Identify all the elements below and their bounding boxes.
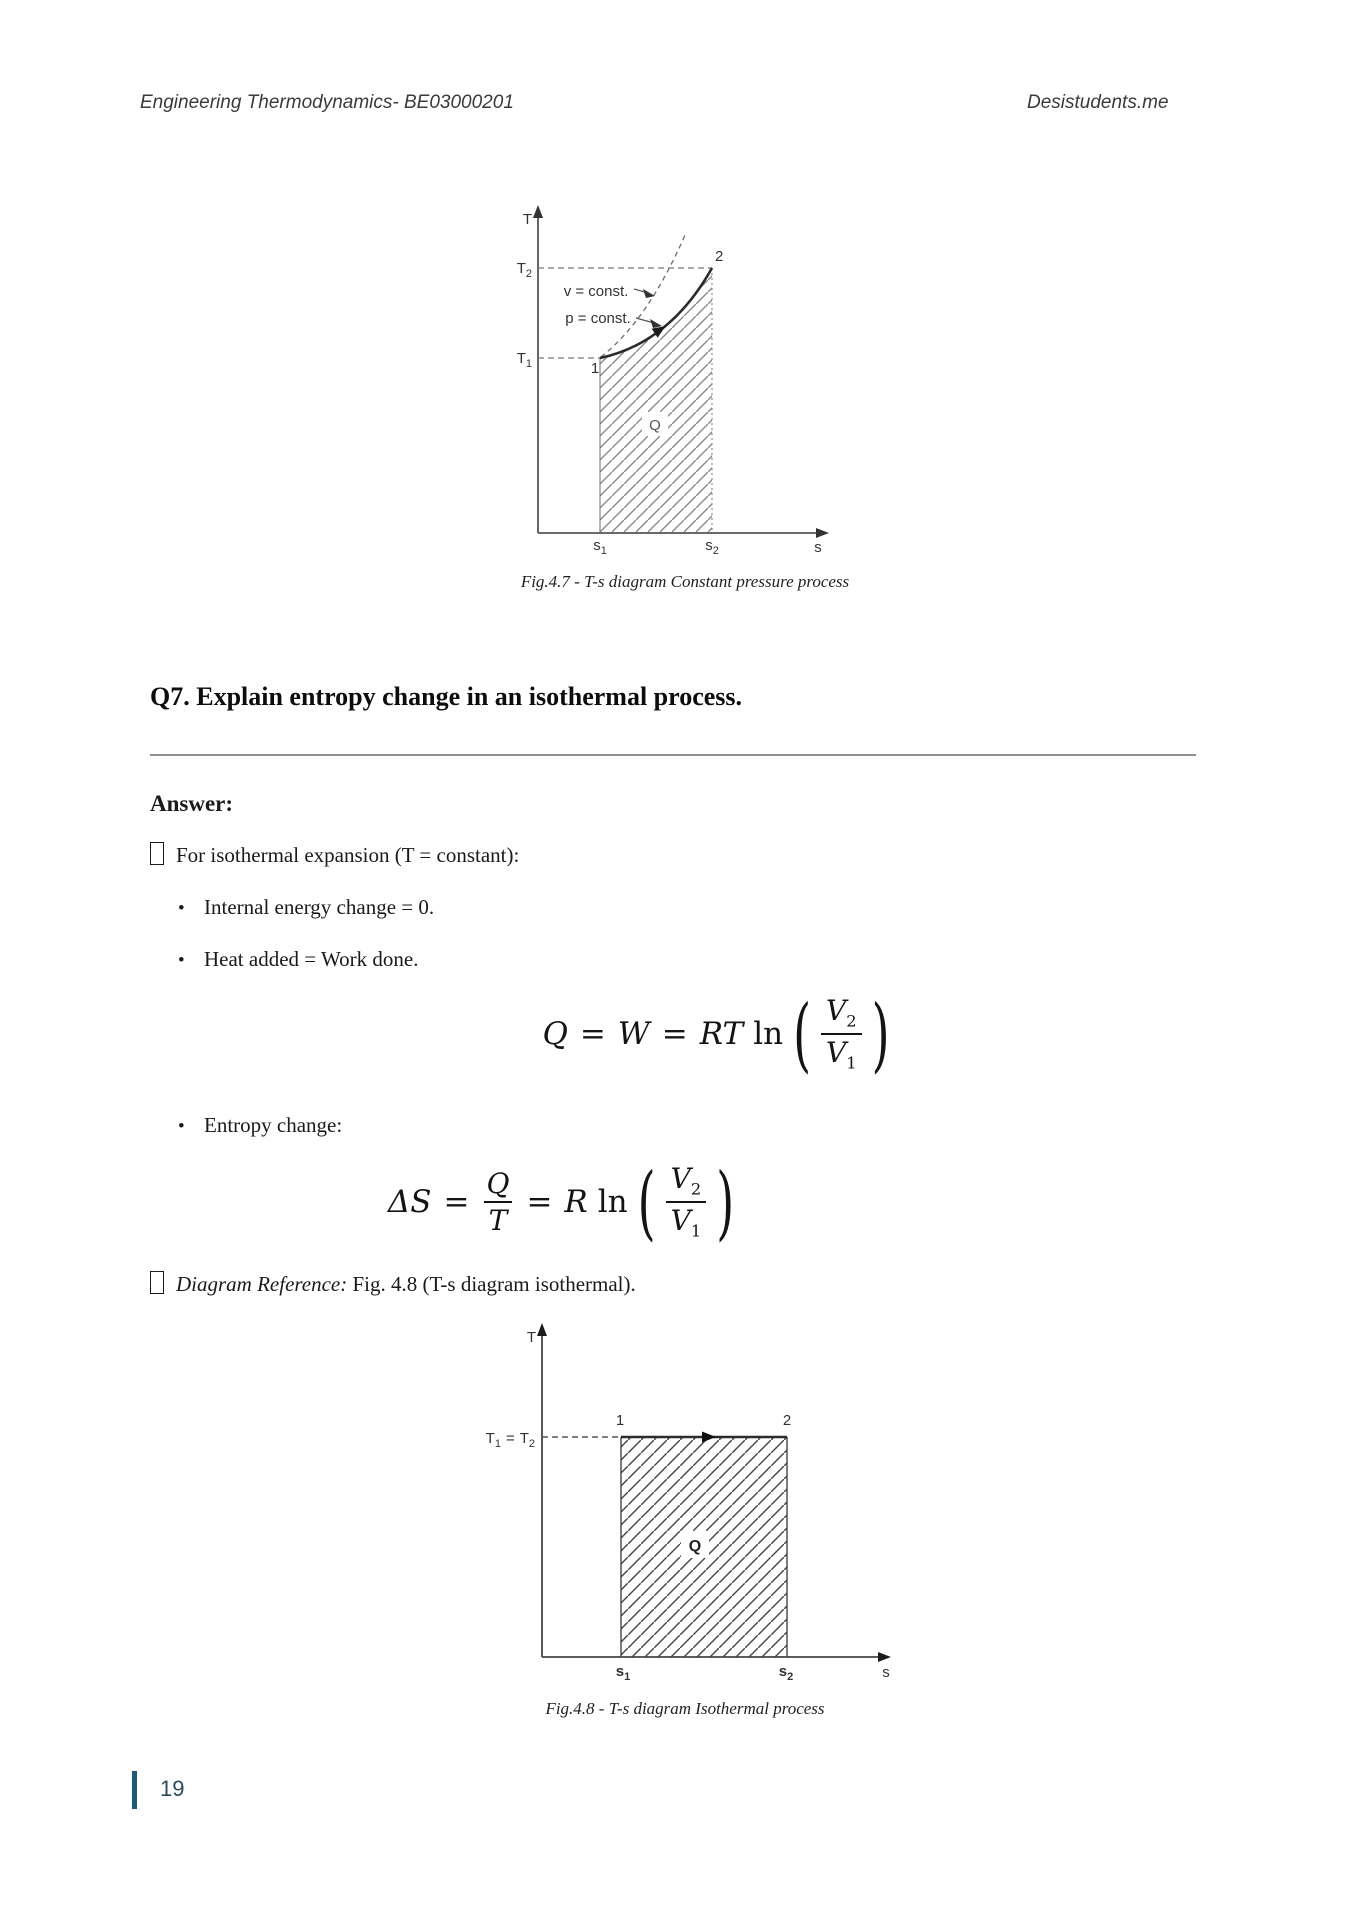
- state-point-1-label: 1: [590, 360, 600, 377]
- state-point-2-label: 2: [715, 248, 724, 265]
- s1-label: $s_1$: [615, 1663, 631, 1683]
- volume-ratio-fraction: $\frac{V_2}{V_1}$: [666, 1164, 707, 1239]
- state-point-1-label: 1: [615, 1412, 625, 1429]
- s-axis-arrow-icon: [878, 1652, 891, 1662]
- t1-label: $T_1$: [516, 350, 532, 370]
- header-course-title: Engineering Thermodynamics- BE03000201: [140, 92, 514, 113]
- bullet-text: Internal energy change = 0.: [204, 895, 435, 919]
- bullet-item: [178, 947, 418, 972]
- t-axis-label: T: [526, 1329, 536, 1346]
- entropy-change-formula: [265, 1154, 855, 1250]
- q-over-t-fraction: $\frac{Q}{T}$: [481, 1169, 514, 1236]
- t2-label: $T_2$: [516, 260, 532, 280]
- p-const-label: p = const.: [565, 310, 631, 327]
- t-axis-label: T: [522, 211, 532, 228]
- state-point-2-label: 2: [782, 1412, 792, 1429]
- t-axis-arrow-icon: [537, 1323, 547, 1336]
- v-const-pointer-arrow-icon: [643, 289, 655, 298]
- missing-glyph-icon: [150, 842, 164, 865]
- open-paren: (: [637, 1154, 656, 1250]
- header-site-name: Desistudents.me: [1027, 92, 1169, 113]
- formula-operator: =: [661, 1016, 688, 1052]
- fig-4-7-ts-diagram: [420, 160, 900, 560]
- page-number: 19: [160, 1776, 185, 1801]
- formula-term: W: [617, 1016, 650, 1052]
- s-axis-arrow-icon: [816, 528, 829, 538]
- bullet-item: [178, 895, 434, 920]
- s2-label: $s_2$: [778, 1663, 794, 1683]
- formula-term: Q: [542, 1016, 568, 1052]
- diagram-reference-label: Diagram Reference:: [176, 1272, 348, 1296]
- heat-area-hatch: [600, 268, 712, 533]
- t-axis-arrow-icon: [533, 205, 543, 218]
- work-heat-formula: [420, 986, 1010, 1082]
- answer-label: Answer:: [150, 791, 234, 816]
- heat-label: Q: [649, 417, 661, 434]
- open-paren: (: [793, 986, 812, 1082]
- s1-label: $s_1$: [593, 537, 607, 557]
- intro-line: [150, 842, 519, 868]
- formula-function: ln: [597, 1184, 628, 1220]
- p-const-pointer-arrow-icon: [650, 319, 662, 328]
- bullet-dot-icon: •: [178, 950, 185, 971]
- diagram-reference-text: Fig. 4.8 (T-s diagram isothermal).: [347, 1272, 636, 1296]
- s-axis-label: s: [814, 539, 822, 556]
- bullet-text: Entropy change:: [204, 1113, 343, 1137]
- fig-4-7-caption: Fig.4.7 - T-s diagram Constant pressure process: [520, 572, 850, 591]
- section-divider: [150, 754, 1196, 756]
- bullet-item: [178, 1113, 342, 1138]
- diagram-reference-line: [150, 1271, 636, 1297]
- formula-operator: =: [526, 1184, 553, 1220]
- volume-ratio-fraction: $\frac{V_2}{V_1}$: [821, 996, 862, 1071]
- bullet-text: Heat added = Work done.: [204, 947, 419, 971]
- bullet-dot-icon: •: [178, 898, 185, 919]
- formula-term: ΔS: [387, 1184, 432, 1220]
- heat-label: Q: [688, 1538, 702, 1555]
- formula-function: ln: [753, 1016, 784, 1052]
- s-axis-label: s: [882, 1664, 890, 1681]
- t1-equals-t2-label: $T_1 = T_2$: [485, 1430, 535, 1450]
- fig-4-8-ts-diagram: [420, 1310, 900, 1690]
- close-paren: ): [871, 986, 890, 1082]
- question-heading: Q7. Explain entropy change in an isothermal process.: [150, 682, 743, 711]
- formula-operator: =: [443, 1184, 470, 1220]
- page-number-accent-bar: [132, 1771, 137, 1809]
- formula-term: RT: [699, 1016, 744, 1052]
- bullet-dot-icon: •: [178, 1116, 185, 1137]
- close-paren: ): [716, 1154, 735, 1250]
- fig-4-8-caption: Fig.4.8 - T-s diagram Isothermal process: [545, 1699, 825, 1718]
- missing-glyph-icon: [150, 1271, 164, 1294]
- formula-operator: =: [579, 1016, 606, 1052]
- intro-text: For isothermal expansion (T = constant):: [176, 843, 520, 867]
- v-const-label: v = const.: [563, 283, 629, 300]
- s2-label: $s_2$: [705, 537, 719, 557]
- formula-term: R: [564, 1184, 588, 1220]
